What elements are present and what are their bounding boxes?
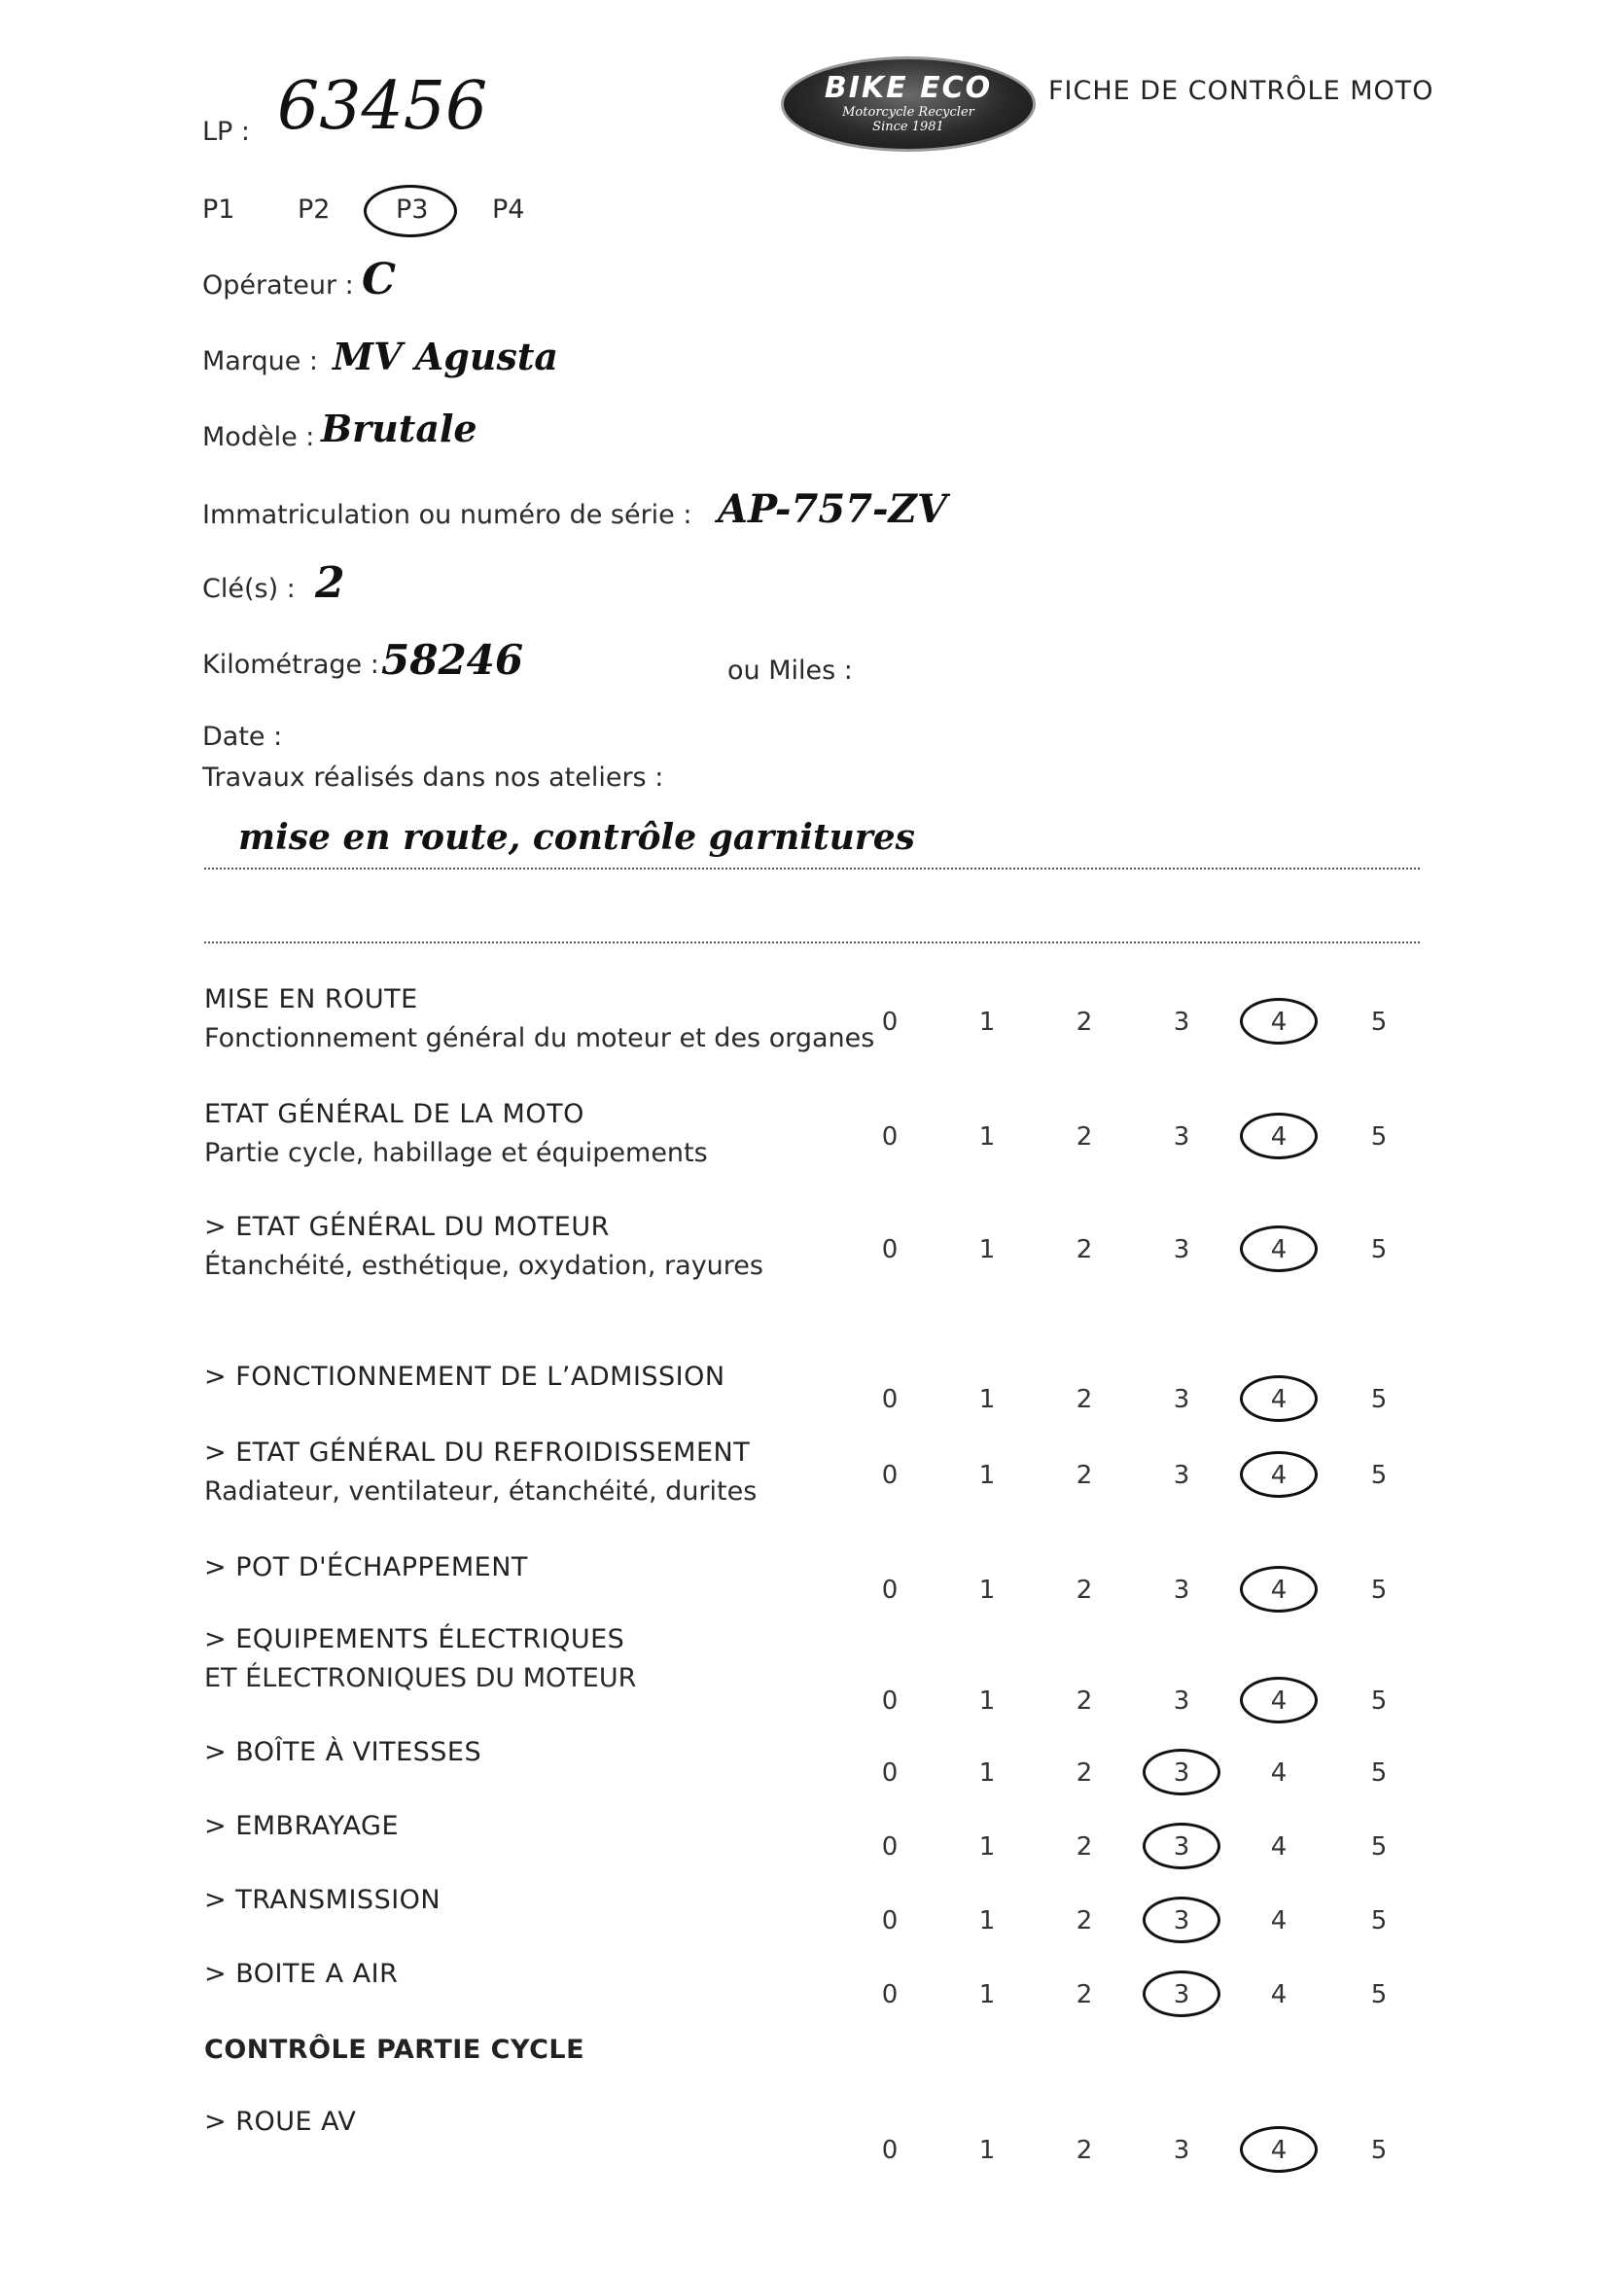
- cycle-heading: CONTRÔLE PARTIE CYCLE: [204, 2035, 585, 2065]
- section-11-selected-circle: [1143, 1970, 1220, 2017]
- section-1-title: MISE EN ROUTE: [204, 984, 418, 1014]
- section-5-score-0[interactable]: 0: [881, 1461, 899, 1490]
- section-6-title: > POT D'ÉCHAPPEMENT: [204, 1552, 528, 1582]
- section-7-selected-circle: [1240, 1677, 1318, 1723]
- section-11-score-3[interactable]: 3: [1173, 1980, 1190, 2009]
- section-2-title: ETAT GÉNÉRAL DE LA MOTO: [204, 1099, 584, 1129]
- section-4-selected-circle: [1240, 1375, 1318, 1422]
- section-11-score-5[interactable]: 5: [1370, 1980, 1388, 2009]
- section-9-score-2[interactable]: 2: [1076, 1832, 1093, 1862]
- section-1-score-2[interactable]: 2: [1076, 1008, 1093, 1037]
- section-1-subtitle: Fonctionnement général du moteur et des organes: [204, 1023, 875, 1053]
- section-4-score-0[interactable]: 0: [881, 1385, 899, 1414]
- section-4-title: > FONCTIONNEMENT DE L’ADMISSION: [204, 1362, 725, 1392]
- section-10-selected-circle: [1143, 1897, 1220, 1943]
- section-7-title: > EQUIPEMENTS ÉLECTRIQUES: [204, 1624, 625, 1654]
- section-2-selected-circle: [1240, 1113, 1318, 1159]
- position-p1[interactable]: P1: [202, 195, 235, 225]
- section-3-score-2[interactable]: 2: [1076, 1235, 1093, 1264]
- section-1-score-0[interactable]: 0: [881, 1008, 899, 1037]
- section-5-score-1[interactable]: 1: [978, 1461, 996, 1490]
- immatriculation-value[interactable]: AP-757-ZV: [718, 486, 947, 532]
- section-3-score-5[interactable]: 5: [1370, 1235, 1388, 1264]
- section-11-score-0[interactable]: 0: [881, 1980, 899, 2009]
- section-2-subtitle: Partie cycle, habillage et équipements: [204, 1138, 708, 1168]
- section-3-title: > ETAT GÉNÉRAL DU MOTEUR: [204, 1212, 610, 1242]
- section-10-score-1[interactable]: 1: [978, 1906, 996, 1935]
- section-8-score-2[interactable]: 2: [1076, 1758, 1093, 1788]
- page-title: FICHE DE CONTRÔLE MOTO: [1048, 76, 1434, 106]
- section-4-score-1[interactable]: 1: [978, 1385, 996, 1414]
- cycle-section-1-score-5[interactable]: 5: [1370, 2136, 1388, 2165]
- section-11-title: > BOITE A AIR: [204, 1959, 399, 1989]
- kilometrage-label: Kilométrage :: [202, 650, 379, 680]
- section-5-score-4[interactable]: 4: [1270, 1461, 1288, 1490]
- cles-label: Clé(s) :: [202, 574, 296, 604]
- section-4-score-2[interactable]: 2: [1076, 1385, 1093, 1414]
- date-label: Date :: [202, 722, 283, 752]
- section-3-score-4[interactable]: 4: [1270, 1235, 1288, 1264]
- travaux-label: Travaux réalisés dans nos ateliers :: [202, 763, 664, 793]
- section-8-score-0[interactable]: 0: [881, 1758, 899, 1788]
- section-2-score-4[interactable]: 4: [1270, 1122, 1288, 1152]
- section-5-title: > ETAT GÉNÉRAL DU REFROIDISSEMENT: [204, 1438, 751, 1468]
- bike-eco-logo: BIKE ECO Motorcycle Recycler Since 1981: [781, 56, 1036, 152]
- immatriculation-label: Immatriculation ou numéro de série :: [202, 500, 692, 530]
- section-1-score-4[interactable]: 4: [1270, 1008, 1288, 1037]
- cycle-section-1-score-3[interactable]: 3: [1173, 2136, 1190, 2165]
- section-6-score-0[interactable]: 0: [881, 1576, 899, 1605]
- section-11-score-4[interactable]: 4: [1270, 1980, 1288, 2009]
- section-4-score-4[interactable]: 4: [1270, 1385, 1288, 1414]
- position-p2[interactable]: P2: [298, 195, 331, 225]
- section-6-score-3[interactable]: 3: [1173, 1576, 1190, 1605]
- modele-label: Modèle :: [202, 422, 315, 452]
- kilometrage-value[interactable]: 58246: [381, 636, 524, 684]
- section-6-selected-circle: [1240, 1566, 1318, 1613]
- section-7-score-4[interactable]: 4: [1270, 1686, 1288, 1716]
- travaux-line-1: [204, 868, 1420, 870]
- section-2-score-1[interactable]: 1: [978, 1122, 996, 1152]
- section-9-score-5[interactable]: 5: [1370, 1832, 1388, 1862]
- section-10-score-5[interactable]: 5: [1370, 1906, 1388, 1935]
- section-10-title: > TRANSMISSION: [204, 1885, 441, 1915]
- section-9-score-4[interactable]: 4: [1270, 1832, 1288, 1862]
- section-10-score-2[interactable]: 2: [1076, 1906, 1093, 1935]
- section-9-title: > EMBRAYAGE: [204, 1811, 399, 1841]
- section-3-score-1[interactable]: 1: [978, 1235, 996, 1264]
- section-8-score-3[interactable]: 3: [1173, 1758, 1190, 1788]
- section-9-score-3[interactable]: 3: [1173, 1832, 1190, 1862]
- section-8-score-4[interactable]: 4: [1270, 1758, 1288, 1788]
- section-10-score-0[interactable]: 0: [881, 1906, 899, 1935]
- section-7-score-1[interactable]: 1: [978, 1686, 996, 1716]
- section-6-score-4[interactable]: 4: [1270, 1576, 1288, 1605]
- section-2-score-0[interactable]: 0: [881, 1122, 899, 1152]
- section-3-score-0[interactable]: 0: [881, 1235, 899, 1264]
- operateur-label: Opérateur :: [202, 270, 354, 301]
- operateur-value[interactable]: C: [362, 255, 397, 304]
- section-7-score-5[interactable]: 5: [1370, 1686, 1388, 1716]
- lp-label: LP :: [202, 117, 251, 147]
- section-8-title: > BOÎTE À VITESSES: [204, 1737, 482, 1767]
- lp-value[interactable]: 63456: [277, 68, 488, 145]
- section-2-score-2[interactable]: 2: [1076, 1122, 1093, 1152]
- section-9-selected-circle: [1143, 1823, 1220, 1869]
- section-9-score-1[interactable]: 1: [978, 1832, 996, 1862]
- selected-position-circle: [364, 185, 457, 237]
- cycle-section-1-selected-circle: [1240, 2126, 1318, 2173]
- section-3-score-3[interactable]: 3: [1173, 1235, 1190, 1264]
- section-2-score-3[interactable]: 3: [1173, 1122, 1190, 1152]
- section-6-score-1[interactable]: 1: [978, 1576, 996, 1605]
- section-5-score-3[interactable]: 3: [1173, 1461, 1190, 1490]
- section-5-selected-circle: [1240, 1451, 1318, 1498]
- section-9-score-0[interactable]: 0: [881, 1832, 899, 1862]
- section-11-score-1[interactable]: 1: [978, 1980, 996, 2009]
- section-1-score-3[interactable]: 3: [1173, 1008, 1190, 1037]
- marque-label: Marque :: [202, 346, 319, 376]
- cycle-section-1-title: > ROUE AV: [204, 2107, 357, 2137]
- cycle-section-1-score-0[interactable]: 0: [881, 2136, 899, 2165]
- section-8-score-5[interactable]: 5: [1370, 1758, 1388, 1788]
- section-1-selected-circle: [1240, 998, 1318, 1045]
- section-5-score-5[interactable]: 5: [1370, 1461, 1388, 1490]
- section-4-score-5[interactable]: 5: [1370, 1385, 1388, 1414]
- section-10-score-4[interactable]: 4: [1270, 1906, 1288, 1935]
- cles-value[interactable]: 2: [315, 558, 345, 608]
- section-3-selected-circle: [1240, 1225, 1318, 1272]
- section-11-score-2[interactable]: 2: [1076, 1980, 1093, 2009]
- cycle-section-1-score-1[interactable]: 1: [978, 2136, 996, 2165]
- section-3-subtitle: Étanchéité, esthétique, oxydation, rayures: [204, 1251, 763, 1281]
- section-6-score-2[interactable]: 2: [1076, 1576, 1093, 1605]
- travaux-value[interactable]: mise en route, contrôle garnitures: [238, 817, 915, 858]
- section-7-score-0[interactable]: 0: [881, 1686, 899, 1716]
- travaux-line-2: [204, 941, 1420, 943]
- section-1-score-1[interactable]: 1: [978, 1008, 996, 1037]
- modele-value[interactable]: Brutale: [321, 407, 477, 450]
- cycle-section-1-score-4[interactable]: 4: [1270, 2136, 1288, 2165]
- position-p4[interactable]: P4: [492, 195, 525, 225]
- section-7-subtitle: ET ÉLECTRONIQUES DU MOTEUR: [204, 1663, 637, 1693]
- section-5-score-2[interactable]: 2: [1076, 1461, 1093, 1490]
- section-7-score-2[interactable]: 2: [1076, 1686, 1093, 1716]
- cycle-section-1-score-2[interactable]: 2: [1076, 2136, 1093, 2165]
- section-10-score-3[interactable]: 3: [1173, 1906, 1190, 1935]
- section-6-score-5[interactable]: 5: [1370, 1576, 1388, 1605]
- marque-value[interactable]: MV Agusta: [333, 335, 559, 378]
- section-8-score-1[interactable]: 1: [978, 1758, 996, 1788]
- section-1-score-5[interactable]: 5: [1370, 1008, 1388, 1037]
- section-8-selected-circle: [1143, 1749, 1220, 1795]
- miles-label: ou Miles :: [727, 656, 853, 686]
- section-5-subtitle: Radiateur, ventilateur, étanchéité, durites: [204, 1476, 758, 1507]
- section-7-score-3[interactable]: 3: [1173, 1686, 1190, 1716]
- section-2-score-5[interactable]: 5: [1370, 1122, 1388, 1152]
- section-4-score-3[interactable]: 3: [1173, 1385, 1190, 1414]
- position-p3[interactable]: P3: [396, 195, 429, 225]
